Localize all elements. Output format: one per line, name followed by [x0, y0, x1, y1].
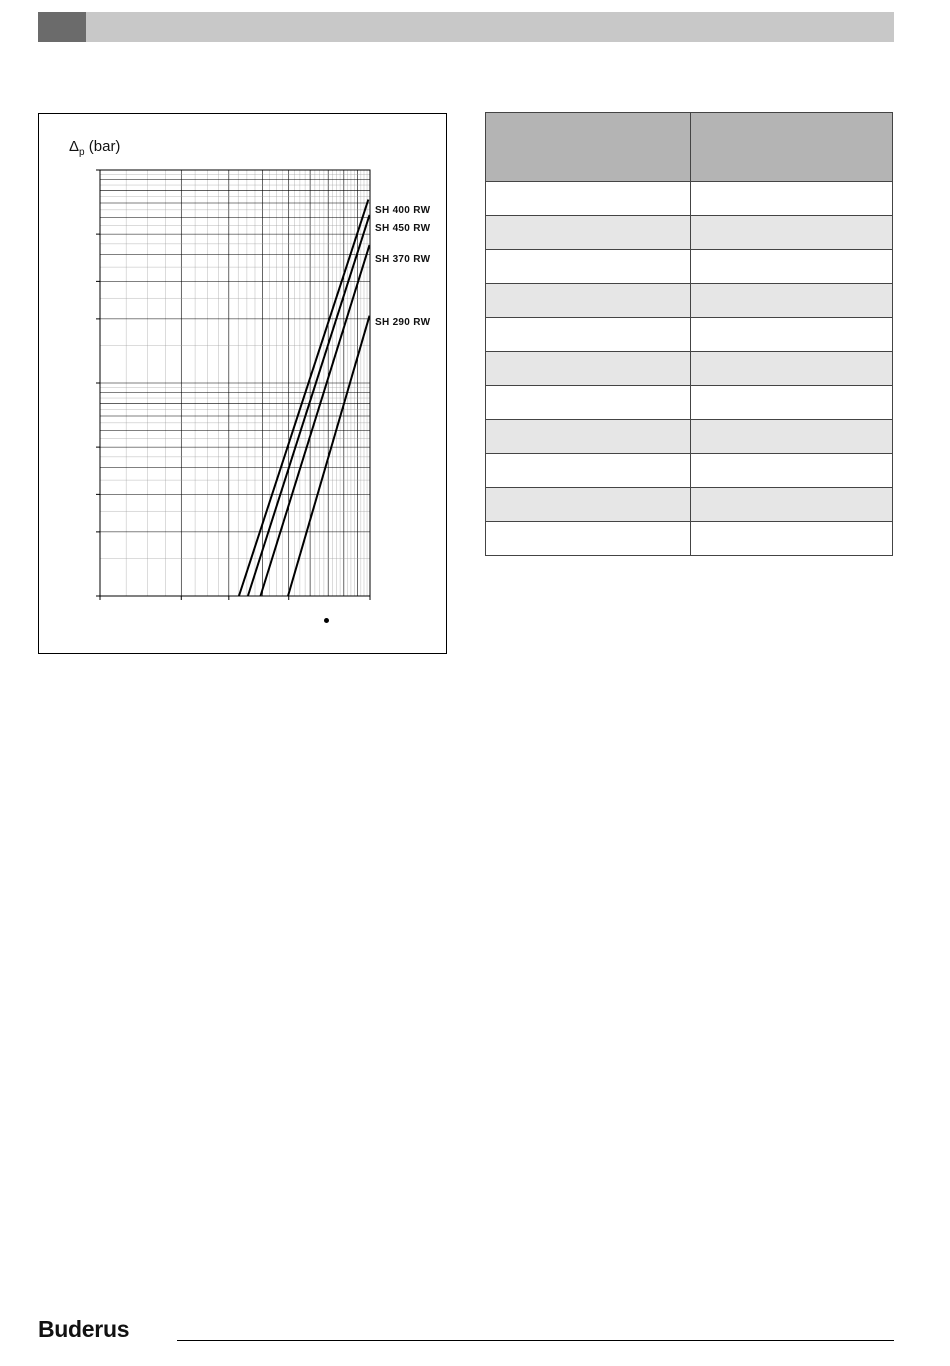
table-cell: [486, 318, 691, 352]
series-label-sh400: SH 400 RW: [375, 205, 431, 216]
header-bar: [38, 12, 894, 42]
table-header-row: [486, 113, 893, 182]
series-line-3: [288, 316, 370, 596]
footer-rule: [177, 1340, 894, 1341]
data-table: [485, 112, 893, 556]
series-line-1: [248, 215, 370, 596]
table-row: [486, 420, 893, 454]
table-row: [486, 454, 893, 488]
table-cell: [691, 488, 893, 522]
table-row: [486, 386, 893, 420]
table-cell: [486, 488, 691, 522]
table-cell: [691, 352, 893, 386]
pressure-drop-chart: [38, 113, 447, 654]
table-cell: [486, 216, 691, 250]
series-label-sh290: SH 290 RW: [375, 317, 431, 328]
table-cell: [691, 386, 893, 420]
table-cell: [691, 216, 893, 250]
series-label-sh370: SH 370 RW: [375, 254, 431, 265]
table-header-cell: [691, 113, 893, 182]
table-cell: [691, 182, 893, 216]
table-cell: [691, 522, 893, 556]
y-axis-title: $\Delta_p$ (bar): [69, 138, 121, 158]
table-row: [486, 182, 893, 216]
table-cell: [486, 454, 691, 488]
table-row: [486, 216, 893, 250]
table-cell: [691, 284, 893, 318]
table-cell: [486, 522, 691, 556]
table-cell: [486, 250, 691, 284]
buderus-logo: Buderus: [38, 1316, 130, 1342]
table-cell: [691, 318, 893, 352]
table-row: [486, 284, 893, 318]
header-chapter-tab: [38, 12, 86, 42]
table-row: [486, 522, 893, 556]
table-cell: [486, 284, 691, 318]
table-cell: [691, 454, 893, 488]
table-row: [486, 488, 893, 522]
series-line-0: [239, 200, 368, 596]
table-row: [486, 318, 893, 352]
series-label-sh450: SH 450 RW: [375, 223, 431, 234]
table-header-cell: [486, 113, 691, 182]
table-row: [486, 352, 893, 386]
chart-marker-dot: [324, 618, 329, 623]
table-cell: [691, 250, 893, 284]
table-cell: [486, 420, 691, 454]
table-cell: [486, 352, 691, 386]
table-cell: [691, 420, 893, 454]
table-cell: [486, 182, 691, 216]
table-row: [486, 250, 893, 284]
chart-plot: [39, 114, 448, 655]
table-cell: [486, 386, 691, 420]
